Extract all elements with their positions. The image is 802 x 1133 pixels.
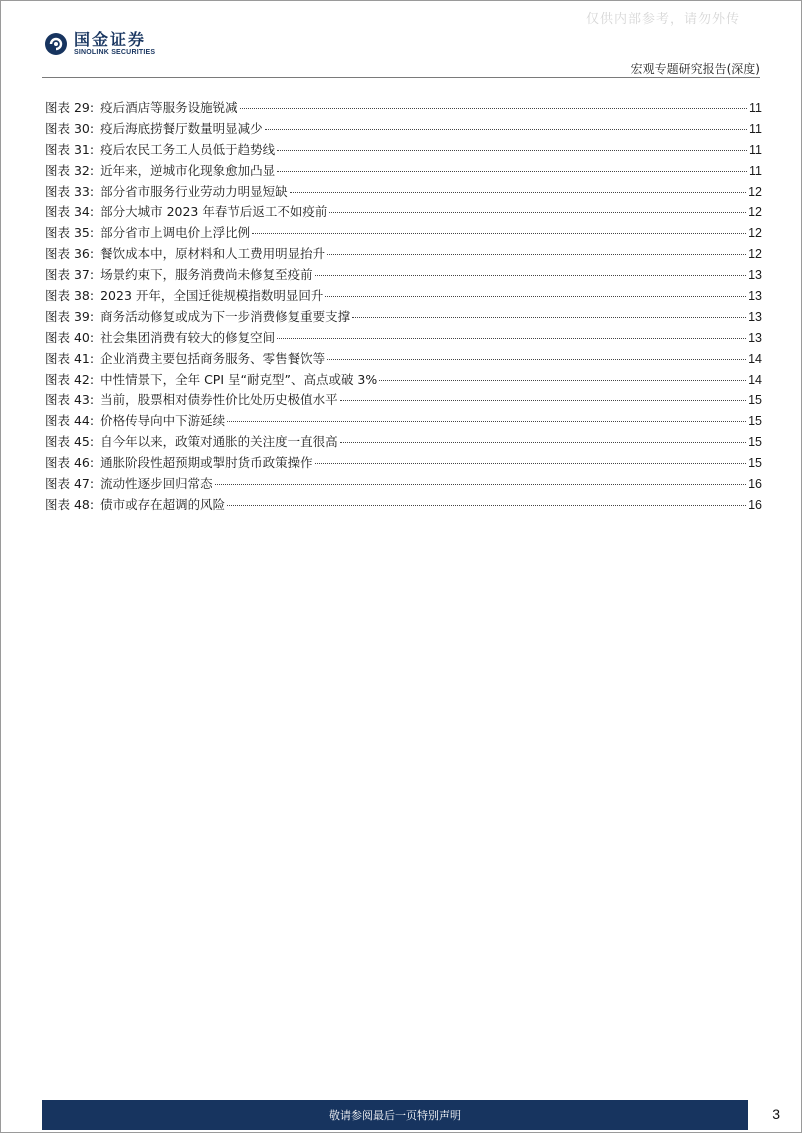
toc-dot-leader (240, 108, 747, 109)
toc-figure-title: 商务活动修复或成为下一步消费修复重要支撑 (100, 308, 351, 324)
toc-page-number: 11 (749, 142, 762, 157)
toc-dot-leader (315, 275, 746, 276)
toc-figure-title: 2023 开年，全国迁徙规模指数明显回升 (100, 288, 324, 304)
toc-figure-title: 疫后农民工务工人员低于趋势线 (100, 141, 276, 157)
toc-page-number: 11 (749, 121, 762, 136)
toc-dot-leader (265, 129, 747, 130)
toc-figure-label: 图表 43: (45, 392, 95, 408)
toc-figure-label: 图表 44: (45, 413, 95, 429)
toc-figure-title: 部分省市服务行业劳动力明显短缺 (100, 183, 288, 199)
toc-figure-title: 流动性逐步回归常态 (100, 476, 213, 492)
toc-dot-leader (277, 338, 746, 339)
toc-entry[interactable] (45, 140, 762, 161)
logo-name-en: SINOLINK SECURITIES (74, 49, 156, 56)
footer-disclaimer-bar (42, 1100, 748, 1130)
toc-figure-label: 图表 45: (45, 434, 95, 450)
toc-dot-leader (327, 254, 746, 255)
toc-figure-title: 近年来，逆城市化现象愈加凸显 (100, 162, 276, 178)
toc-dot-leader (340, 442, 746, 443)
toc-page-number: 15 (748, 414, 762, 429)
toc-dot-leader (277, 171, 747, 172)
toc-figure-label: 图表 35: (45, 225, 95, 241)
toc-figure-label: 图表 42: (45, 371, 95, 387)
toc-figure-title: 自今年以来，政策对通胀的关注度一直很高 (100, 434, 338, 450)
toc-entry[interactable] (45, 161, 762, 182)
footer-disclaimer: 敬请参阅最后一页特别声明 (329, 1109, 461, 1122)
toc-figure-title: 疫后海底捞餐厅数量明显减少 (100, 120, 263, 136)
toc-figure-label: 图表 36: (45, 246, 95, 262)
toc-dot-leader (215, 484, 746, 485)
toc-dot-leader (340, 400, 746, 401)
toc-dot-leader (327, 359, 746, 360)
toc-page-number: 13 (748, 268, 762, 283)
toc-figure-title: 部分省市上调电价上浮比例 (100, 225, 251, 241)
toc-entry[interactable] (45, 390, 762, 411)
toc-entry[interactable] (45, 411, 762, 432)
toc-page-number: 15 (748, 393, 762, 408)
toc-dot-leader (277, 150, 747, 151)
toc-figure-label: 图表 33: (45, 183, 95, 199)
toc-figure-title: 企业消费主要包括商务服务、零售餐饮等 (100, 350, 326, 366)
toc-page-number: 15 (748, 435, 762, 450)
toc-figure-title: 通胀阶段性超预期或掣肘货币政策操作 (100, 455, 313, 471)
toc-entry[interactable] (45, 202, 762, 223)
sinolink-logo-icon (44, 32, 68, 56)
toc-entry[interactable] (45, 495, 762, 516)
report-type: 宏观专题研究报告(深度) (630, 62, 760, 76)
toc-figure-label: 图表 47: (45, 476, 95, 492)
toc-figure-label: 图表 34: (45, 204, 95, 220)
toc-page-number: 11 (749, 163, 762, 178)
toc-figure-label: 图表 37: (45, 267, 95, 283)
toc-page-number: 14 (748, 372, 762, 387)
toc-figure-title: 疫后酒店等服务设施锐减 (100, 100, 238, 115)
toc-entry[interactable] (45, 328, 762, 349)
toc-figure-label: 图表 38: (45, 288, 95, 304)
toc-dot-leader (329, 212, 746, 213)
toc-figure-label: 图表 41: (45, 350, 95, 366)
toc-figure-title: 部分大城市 2023 年春节后返工不如疫前 (100, 204, 328, 220)
watermark: 仅供内部参考，请勿外传 (585, 12, 740, 27)
toc-entry[interactable] (45, 223, 762, 244)
toc-entry[interactable] (45, 286, 762, 307)
toc-dot-leader (227, 505, 746, 506)
figure-index (45, 98, 762, 516)
toc-entry[interactable] (45, 349, 762, 370)
toc-entry[interactable] (45, 119, 762, 140)
toc-page-number: 11 (749, 101, 762, 115)
toc-dot-leader (252, 233, 746, 234)
toc-figure-title: 中性情景下，全年 CPI 呈“耐克型”、高点或破 3% (100, 371, 378, 387)
toc-entry[interactable] (45, 474, 762, 495)
toc-entry[interactable] (45, 370, 762, 391)
toc-page-number: 13 (748, 309, 762, 324)
toc-entry[interactable] (45, 265, 762, 286)
toc-figure-label: 图表 31: (45, 141, 95, 157)
toc-figure-label: 图表 48: (45, 496, 95, 512)
toc-figure-title: 社会集团消费有较大的修复空间 (100, 329, 276, 345)
toc-entry[interactable] (45, 432, 762, 453)
toc-page-number: 16 (748, 477, 762, 492)
toc-page-number: 12 (748, 247, 762, 262)
toc-figure-title: 当前，股票相对债券性价比处历史极值水平 (100, 392, 338, 408)
logo-name-cn: 国金证券 (74, 30, 147, 49)
toc-entry[interactable] (45, 307, 762, 328)
toc-page-number: 12 (748, 205, 762, 220)
toc-dot-leader (227, 421, 746, 422)
toc-dot-leader (290, 192, 746, 193)
toc-figure-label: 图表 46: (45, 455, 95, 471)
toc-page-number: 15 (748, 456, 762, 471)
toc-page-number: 14 (748, 351, 762, 366)
toc-page-number: 12 (748, 184, 762, 199)
toc-figure-label: 图表 39: (45, 308, 95, 324)
toc-figure-label: 图表 40: (45, 329, 95, 345)
header-divider (42, 77, 760, 78)
toc-page-number: 13 (748, 289, 762, 304)
toc-figure-title: 价格传导向中下游延续 (100, 413, 226, 429)
toc-page-number: 12 (748, 226, 762, 241)
toc-figure-label: 图表 29: (45, 100, 95, 115)
page-number: 3 (772, 1106, 780, 1122)
toc-figure-title: 场景约束下，服务消费尚未修复至疫前 (100, 267, 313, 283)
toc-dot-leader (325, 296, 746, 297)
toc-entry[interactable] (45, 182, 762, 203)
toc-dot-leader (379, 380, 746, 381)
company-logo (44, 31, 155, 57)
toc-figure-label: 图表 30: (45, 120, 95, 136)
toc-figure-label: 图表 32: (45, 162, 95, 178)
toc-dot-leader (352, 317, 746, 318)
toc-dot-leader (315, 463, 746, 464)
toc-entry[interactable] (45, 98, 762, 119)
toc-page-number: 16 (748, 497, 762, 512)
toc-entry[interactable] (45, 244, 762, 265)
toc-entry[interactable] (45, 453, 762, 474)
toc-figure-title: 债市或存在超调的风险 (100, 496, 226, 512)
toc-page-number: 13 (748, 330, 762, 345)
toc-figure-title: 餐饮成本中，原材料和人工费用明显抬升 (100, 246, 326, 262)
